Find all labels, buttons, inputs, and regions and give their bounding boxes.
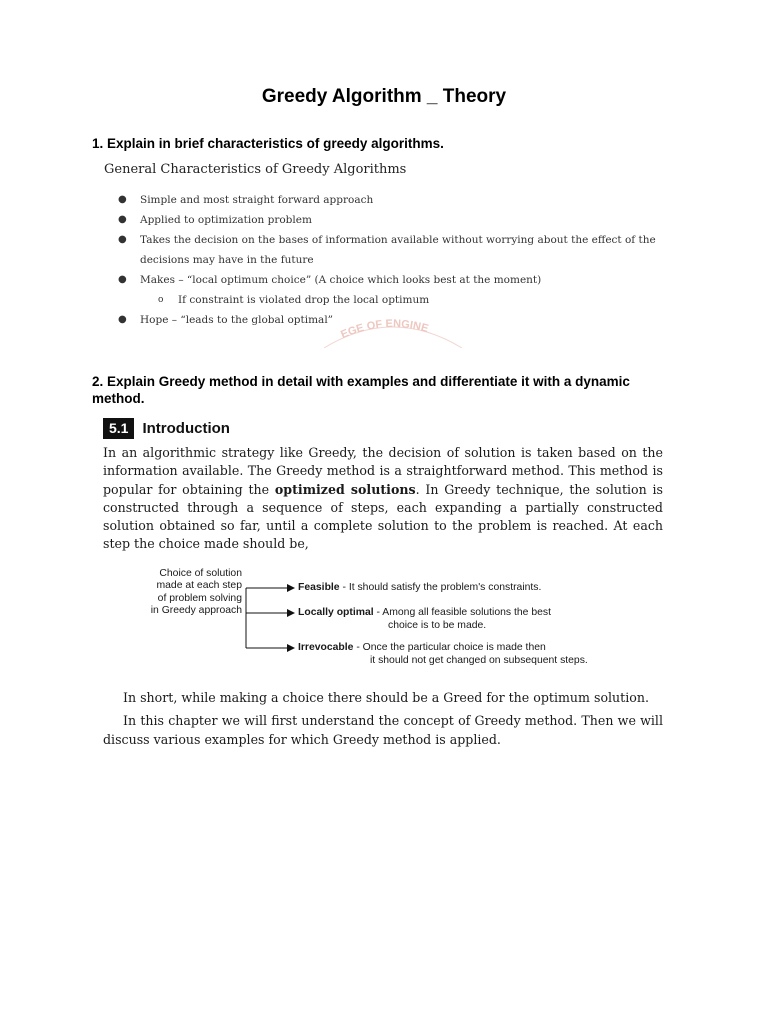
- college-seal-watermark: [318, 308, 468, 348]
- list-item: ● Hope – “leads to the global optimal”: [118, 310, 663, 330]
- bullet-icon: ●: [118, 214, 127, 225]
- diagram-item-feasible: Feasible - It should satisfy the problem's constraints.: [298, 582, 542, 593]
- list-item: ● Takes the decision on the bases of information available without worrying about the effect of the decisions may have in the future: [118, 230, 663, 270]
- bold-term: optimized solutions: [274, 481, 416, 497]
- summary-paragraph: In short, while making a choice there should be a Greed for the optimum solution.: [123, 690, 649, 705]
- sub-list-item: o If constraint is violated drop the local optimum: [118, 290, 663, 310]
- diagram-item-irrevocable: Irrevocable - Once the particular choice is made then it should not get changed on subsequent steps.: [298, 642, 588, 666]
- bullet-icon: ●: [118, 234, 127, 245]
- diagram-item-locally-optimal: Locally optimal - Among all feasible solutions the best choice is to be made.: [298, 607, 551, 631]
- bullet-icon: ●: [118, 194, 127, 205]
- chapter-paragraph: In this chapter we will first understand the concept of Greedy method. Then we will discuss various examples for which Greedy method is applied.: [103, 713, 663, 747]
- section-number: 5.1: [103, 418, 134, 439]
- list-item: ● Simple and most straight forward approach: [118, 190, 663, 210]
- circle-bullet-icon: o: [158, 295, 164, 305]
- question-2: 2. Explain Greedy method in detail with examples and differentiate it with a dynamic method.: [92, 374, 630, 406]
- bullet-icon: ●: [118, 314, 127, 325]
- question-1: 1. Explain in brief characteristics of greedy algorithms.: [92, 136, 444, 151]
- page-title: Greedy Algorithm _ Theory: [261, 86, 507, 107]
- section-heading: [103, 417, 230, 439]
- list-item: ● Applied to optimization problem: [118, 210, 663, 230]
- list-item: ● Makes – “local optimum choice” (A choice which looks best at the moment): [118, 270, 663, 290]
- diagram-root-label: Choice of solution made at each step of problem solving in Greedy approach: [150, 568, 242, 616]
- intro-paragraph: In an algorithmic strategy like Greedy, the decision of solution is taken based on the information available. The Greedy method is a straightforward method. This method is popular for obtaining the optimized solutions. In Greedy technique, the solution is constructed through a sequence of steps, each expanding a partially constructed solution obtained so far, until a complete solution to the problem is reached. At each step the choice made should be,: [103, 445, 663, 552]
- bullet-icon: ●: [118, 274, 127, 285]
- section-title: Introduction: [142, 419, 230, 437]
- choice-diagram: [150, 566, 620, 676]
- characteristics-subheading: General Characteristics of Greedy Algorithms: [104, 162, 407, 177]
- svg-text:EGE OF ENGINE: EGE OF ENGINE: [339, 317, 430, 342]
